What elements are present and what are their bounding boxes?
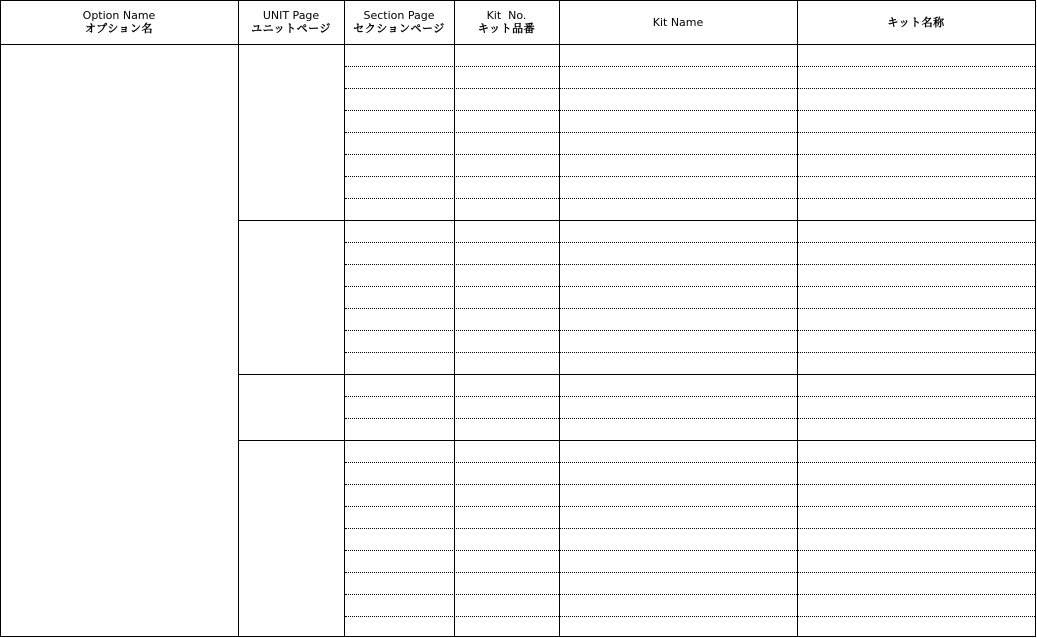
column-divider (344, 0, 345, 637)
header-kit-no-en: Kit No. (486, 9, 527, 22)
header-option-name (0, 0, 238, 44)
header-kit-name-jp-label: キット名称 (887, 15, 945, 29)
table-top-border (0, 0, 1036, 1)
row-divider (345, 88, 1035, 89)
column-divider (559, 0, 560, 637)
row-divider (345, 352, 1035, 353)
header-unit-page-jp: ユニットページ (251, 22, 331, 35)
row-divider (345, 418, 1035, 419)
group-divider (238, 440, 1036, 441)
row-divider (345, 242, 1035, 243)
header-option-name-jp: オプション名 (84, 22, 153, 35)
row-divider (345, 176, 1035, 177)
table-left-border (0, 0, 1, 637)
row-divider (345, 550, 1035, 551)
row-divider (345, 462, 1035, 463)
column-divider (454, 0, 455, 637)
row-divider (345, 484, 1035, 485)
header-kit-no-jp: キット品番 (477, 22, 536, 35)
row-divider (345, 110, 1035, 111)
header-section-page (344, 0, 454, 44)
header-bottom-border (0, 44, 1036, 45)
row-divider (345, 594, 1035, 595)
row-divider (345, 154, 1035, 155)
row-divider (345, 506, 1035, 507)
header-option-name-en: Option Name (82, 9, 156, 22)
group-divider (238, 374, 1036, 375)
row-divider (345, 396, 1035, 397)
table-bottom-border (0, 636, 1036, 637)
header-kit-name (559, 0, 797, 44)
row-divider (345, 528, 1035, 529)
header-kit-name-en: Kit Name (652, 15, 704, 29)
row-divider (345, 264, 1035, 265)
row-divider (345, 308, 1035, 309)
row-divider (345, 132, 1035, 133)
row-divider (345, 286, 1035, 287)
header-kit-name-jp (797, 0, 1035, 44)
column-divider (797, 0, 798, 637)
column-divider (238, 0, 239, 637)
row-divider (345, 66, 1035, 67)
header-section-page-jp: セクションページ (353, 22, 445, 35)
group-divider (238, 220, 1036, 221)
row-divider (345, 330, 1035, 331)
table-right-border (1035, 0, 1036, 637)
row-divider (345, 198, 1035, 199)
row-divider (345, 572, 1035, 573)
header-kit-no (454, 0, 559, 44)
header-unit-page (238, 0, 344, 44)
row-divider (345, 616, 1035, 617)
header-section-page-en: Section Page (363, 9, 435, 22)
header-unit-page-en: UNIT Page (262, 9, 320, 22)
